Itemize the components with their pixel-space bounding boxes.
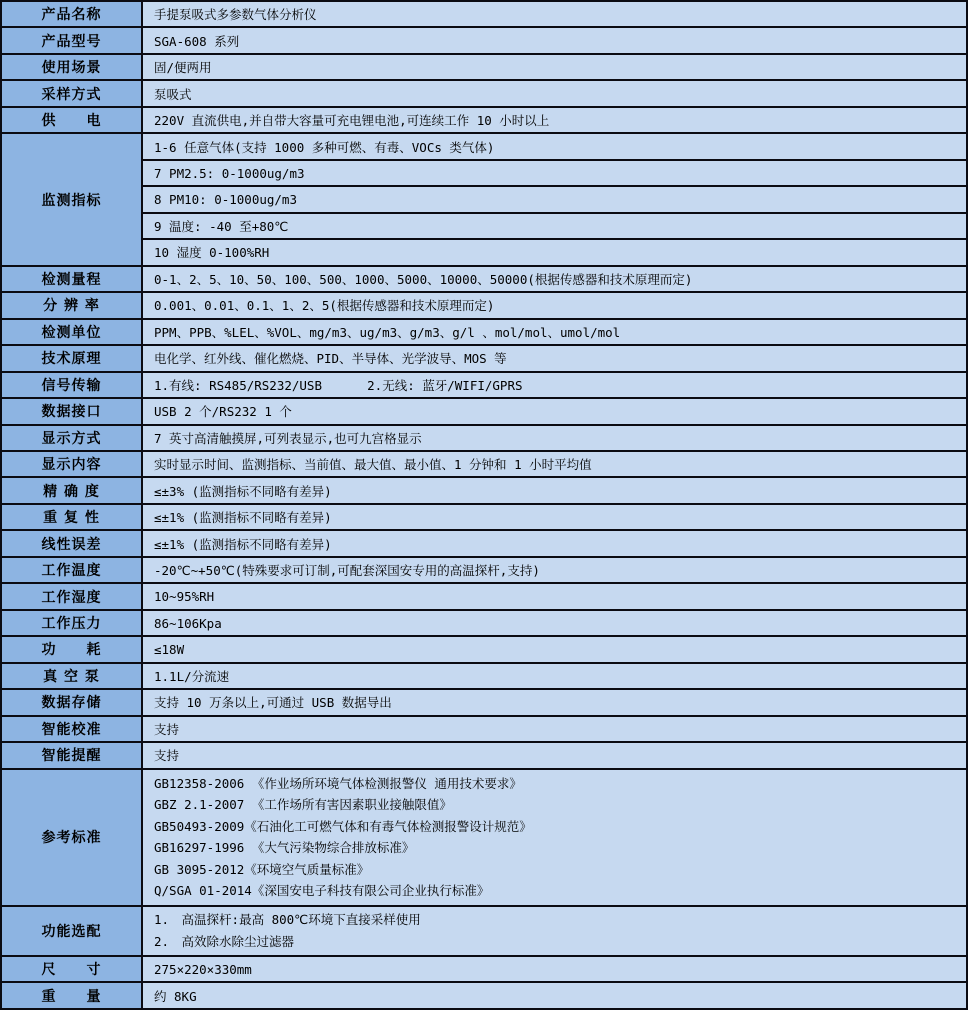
spec-value-line: 1. 高温探杆:最高 800℃环境下直接采样使用: [154, 912, 421, 928]
spec-row: [1, 80, 967, 106]
spec-value-line: GB50493-2009《石油化工可燃气体和有毒气体检测报警设计规范》: [154, 818, 532, 834]
spec-value: 9 温度: -40 至+80℃: [142, 213, 967, 239]
spec-row: [1, 319, 967, 345]
spec-label: 功 耗: [1, 636, 142, 662]
spec-value: ≤±1% (监测指标不同略有差异): [142, 530, 967, 556]
spec-label: 工作湿度: [1, 583, 142, 609]
spec-value: 支持: [142, 716, 967, 742]
spec-row: [1, 239, 967, 265]
spec-row: [1, 345, 967, 371]
spec-label: 分 辨 率: [1, 292, 142, 318]
spec-label: 显示方式: [1, 425, 142, 451]
spec-label: 监测指标: [1, 133, 142, 265]
spec-row: [1, 425, 967, 451]
spec-value: 约 8KG: [142, 982, 967, 1009]
spec-value: 实时显示时间、监测指标、当前值、最大值、最小值、1 分钟和 1 小时平均值: [142, 451, 967, 477]
spec-label: 数据存储: [1, 689, 142, 715]
spec-table-body: [1, 1, 967, 1009]
spec-label: 精 确 度: [1, 477, 142, 503]
spec-label: 数据接口: [1, 398, 142, 424]
spec-row: [1, 769, 967, 906]
spec-value: 220V 直流供电,并自带大容量可充电锂电池,可连续工作 10 小时以上: [142, 107, 967, 133]
spec-value: ≤±3% (监测指标不同略有差异): [142, 477, 967, 503]
spec-value: PPM、PPB、%LEL、%VOL、mg/m3、ug/m3、g/m3、g/l 、mol/mol、umol/mol: [142, 319, 967, 345]
spec-row: [1, 504, 967, 530]
spec-value-line: GB 3095-2012《环境空气质量标准》: [154, 861, 370, 877]
spec-value: -20℃~+50℃(特殊要求可订制,可配套深国安专用的高温探杆,支持): [142, 557, 967, 583]
spec-row: [1, 530, 967, 556]
spec-value: SGA-608 系列: [142, 27, 967, 53]
spec-label: 智能校准: [1, 716, 142, 742]
spec-row: [1, 186, 967, 212]
spec-label: 采样方式: [1, 80, 142, 106]
spec-row: [1, 133, 967, 159]
spec-label: 重 量: [1, 982, 142, 1009]
spec-label: 线性误差: [1, 530, 142, 556]
spec-label: 功能选配: [1, 906, 142, 956]
spec-label: 检测单位: [1, 319, 142, 345]
spec-value: 固/便两用: [142, 54, 967, 80]
spec-row: [1, 1, 967, 27]
spec-value: ≤18W: [142, 636, 967, 662]
spec-row: [1, 583, 967, 609]
spec-value: [142, 769, 967, 906]
spec-value: 支持: [142, 742, 967, 768]
spec-label: 供 电: [1, 107, 142, 133]
spec-row: [1, 451, 967, 477]
spec-value-line: GB16297-1996 《大气污染物综合排放标准》: [154, 840, 415, 856]
spec-row: [1, 292, 967, 318]
spec-row: [1, 266, 967, 292]
spec-value: 1.1L/分流速: [142, 663, 967, 689]
spec-value: 1.有线: RS485/RS232/USB 2.无线: 蓝牙/WIFI/GPRS: [142, 372, 967, 398]
spec-label: 产品名称: [1, 1, 142, 27]
spec-label: 检测量程: [1, 266, 142, 292]
spec-label: 工作压力: [1, 610, 142, 636]
spec-row: [1, 160, 967, 186]
spec-label: 技术原理: [1, 345, 142, 371]
spec-row: [1, 982, 967, 1009]
spec-label: 智能提醒: [1, 742, 142, 768]
spec-value: 0.001、0.01、0.1、1、2、5(根据传感器和技术原理而定): [142, 292, 967, 318]
spec-value: 手提泵吸式多参数气体分析仪: [142, 1, 967, 27]
spec-label: 使用场景: [1, 54, 142, 80]
spec-value: 8 PM10: 0-1000ug/m3: [142, 186, 967, 212]
spec-label: 产品型号: [1, 27, 142, 53]
spec-value-line: GBZ 2.1-2007 《工作场所有害因素职业接触限值》: [154, 797, 452, 813]
spec-value: 0-1、2、5、10、50、100、500、1000、5000、10000、50000(根据传感器和技术原理而定): [142, 266, 967, 292]
spec-label: 显示内容: [1, 451, 142, 477]
spec-label: 信号传输: [1, 372, 142, 398]
spec-label: 重 复 性: [1, 504, 142, 530]
spec-row: [1, 398, 967, 424]
spec-row: [1, 107, 967, 133]
spec-value: [142, 906, 967, 956]
spec-value: 支持 10 万条以上,可通过 USB 数据导出: [142, 689, 967, 715]
spec-row: [1, 742, 967, 768]
spec-value-line: Q/SGA 01-2014《深国安电子科技有限公司企业执行标准》: [154, 883, 490, 899]
spec-label: 工作温度: [1, 557, 142, 583]
spec-value: 10 湿度 0-100%RH: [142, 239, 967, 265]
spec-row: [1, 663, 967, 689]
spec-row: [1, 54, 967, 80]
spec-value: USB 2 个/RS232 1 个: [142, 398, 967, 424]
spec-row: [1, 477, 967, 503]
spec-label: 尺 寸: [1, 956, 142, 982]
spec-row: [1, 906, 967, 956]
spec-row: [1, 27, 967, 53]
spec-value: 275×220×330mm: [142, 956, 967, 982]
spec-value: 电化学、红外线、催化燃烧、PID、半导体、光学波导、MOS 等: [142, 345, 967, 371]
spec-value: ≤±1% (监测指标不同略有差异): [142, 504, 967, 530]
spec-row: [1, 716, 967, 742]
spec-row: [1, 557, 967, 583]
spec-value-line: 2. 高效除水除尘过滤器: [154, 933, 295, 949]
spec-row: [1, 610, 967, 636]
spec-value: 10~95%RH: [142, 583, 967, 609]
spec-row: [1, 689, 967, 715]
spec-value: 86~106Kpa: [142, 610, 967, 636]
spec-label: 真 空 泵: [1, 663, 142, 689]
spec-value-line: GB12358-2006 《作业场所环境气体检测报警仪 通用技术要求》: [154, 775, 522, 791]
spec-row: [1, 372, 967, 398]
spec-row: [1, 956, 967, 982]
spec-value: 7 PM2.5: 0-1000ug/m3: [142, 160, 967, 186]
spec-value: 7 英寸高清触摸屏,可列表显示,也可九宫格显示: [142, 425, 967, 451]
spec-row: [1, 636, 967, 662]
spec-row: [1, 213, 967, 239]
spec-value: 1-6 任意气体(支持 1000 多种可燃、有毒、VOCs 类气体): [142, 133, 967, 159]
spec-label: 参考标准: [1, 769, 142, 906]
spec-value: 泵吸式: [142, 80, 967, 106]
